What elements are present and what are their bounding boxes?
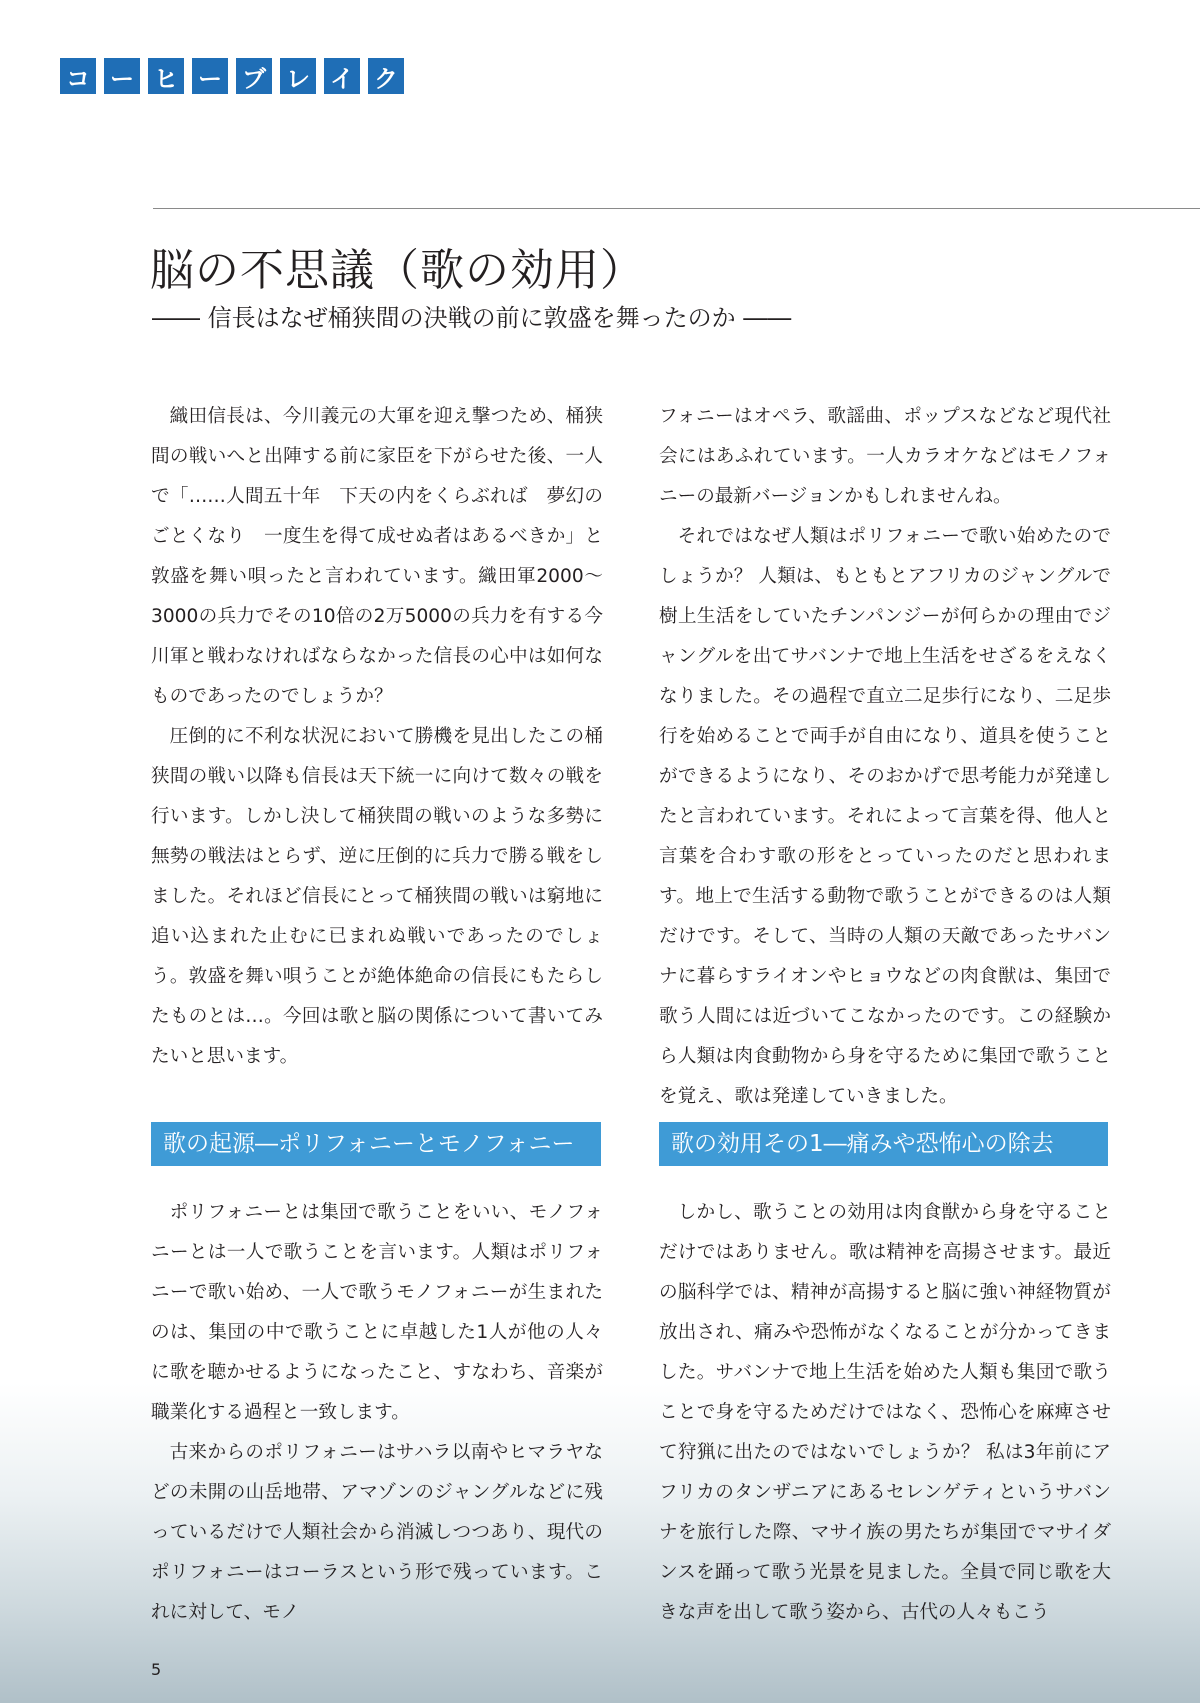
- article-subtitle: ―― 信長はなぜ桶狭間の決戦の前に敦盛を舞ったのか ――: [152, 304, 792, 332]
- section-heading-origin: 歌の起源―ポリフォニーとモノフォニー: [151, 1122, 601, 1166]
- paragraph: しかし、歌うことの効用は肉食獣から身を守ることだけではありません。歌は精神を高揚させます。最近の脳科学では、精神が高揚すると脳に強い神経物質が放出され、痛みや恐怖がなくなることが分かってきました。サバンナで地上生活を始めた人類も集団で歌うことで身を守るためだけではなく、恐怖心を麻痺させて狩猟に出たのではないでしょうか？ 私は3年前にアフリカのタンザニアにあるセレンゲティというサバンナを旅行した際、マサイ族の男たちが集団でマサイダンスを踊って歌う光景を見ました。全員で同じ歌を大きな声を出して歌う姿から、古代の人々もこう: [659, 1202, 1111, 1623]
- article-title: 脳の不思議（歌の効用）: [150, 245, 645, 296]
- corner-tag-char: ー: [192, 58, 228, 94]
- corner-tag-char: ー: [104, 58, 140, 94]
- right-column-effect: [659, 1193, 1111, 1633]
- corner-tag-char: イ: [324, 58, 360, 94]
- paragraph: それではなぜ人類はポリフォニーで歌い始めたのでしょうか？ 人類は、もともとアフリカのジャングルで樹上生活をしていたチンパンジーが何らかの理由でジャングルを出てサバンナで地上生活をせざるをえなくなりました。その過程で直立二足歩行になり、二足歩行を始めることで両手が自由になり、道具を使うことができるようになり、そのおかげで思考能力が発達したと言われています。それによって言葉を得、他人と言葉を合わす歌の形をとっていったのだと思われます。地上で生活する動物で歌うことができるのは人類だけです。そして、当時の人類の天敵であったサバンナに暮らすライオンやヒョウなどの肉食獣は、集団で歌う人間には近づいてこなかったのです。この経験から人類は肉食動物から身を守るために集団で歌うことを覚え、歌は発達していきました。: [659, 526, 1111, 1107]
- corner-tag-char: レ: [280, 58, 316, 94]
- paragraph: 織田信長は、今川義元の大軍を迎え撃つため、桶狭間の戦いへと出陣する前に家臣を下がらせた後、一人で「……人間五十年 下天の内をくらぶれば 夢幻のごとくなり 一度生を得て成せぬ者はあるべきか」と敦盛を舞い唄ったと言われています。織田軍2000～3000の兵力でその10倍の2万5000の兵力を有する今川軍と戦わなければならなかった信長の心中は如何なものであったのでしょうか？: [151, 406, 603, 707]
- corner-tag-char: ヒ: [148, 58, 184, 94]
- corner-tag-char: ク: [368, 58, 404, 94]
- left-column-intro: [151, 397, 603, 1077]
- corner-tag-char: コ: [60, 58, 96, 94]
- paragraph: フォニーはオペラ、歌謡曲、ポップスなどなど現代社会にはあふれています。一人カラオケなどはモノフォニーの最新バージョンかもしれませんね。: [659, 406, 1111, 507]
- corner-tag-group: [60, 58, 404, 94]
- paragraph: ポリフォニーとは集団で歌うことをいい、モノフォニーとは一人で歌うことを言います。人類はポリフォニーで歌い始め、一人で歌うモノフォニーが生まれたのは、集団の中で歌うことに卓越した1人が他の人々に歌を聴かせるようになったこと、すなわち、音楽が職業化する過程と一致します。: [151, 1202, 603, 1423]
- header-divider: [153, 208, 1200, 209]
- section-heading-effect-1: 歌の効用その1―痛みや恐怖心の除去: [659, 1122, 1108, 1166]
- corner-tag-char: ブ: [236, 58, 272, 94]
- page-number: 5: [151, 1660, 162, 1679]
- right-column-intro: [659, 397, 1111, 1117]
- paragraph: 古来からのポリフォニーはサハラ以南やヒマラヤなどの未開の山岳地帯、アマゾンのジャングルなどに残っているだけで人類社会から消滅しつつあり、現代のポリフォニーはコーラスという形で残っています。これに対して、モノ: [151, 1442, 603, 1623]
- paragraph: 圧倒的に不利な状況において勝機を見出したこの桶狭間の戦い以降も信長は天下統一に向けて数々の戦を行います。しかし決して桶狭間の戦いのような多勢に無勢の戦法はとらず、逆に圧倒的に兵力で勝る戦をしました。それほど信長にとって桶狭間の戦いは窮地に追い込まれた止むに已まれぬ戦いであったのでしょう。敦盛を舞い唄うことが絶体絶命の信長にもたらしたものとは…。今回は歌と脳の関係について書いてみたいと思います。: [151, 726, 603, 1067]
- left-column-origin: [151, 1193, 603, 1633]
